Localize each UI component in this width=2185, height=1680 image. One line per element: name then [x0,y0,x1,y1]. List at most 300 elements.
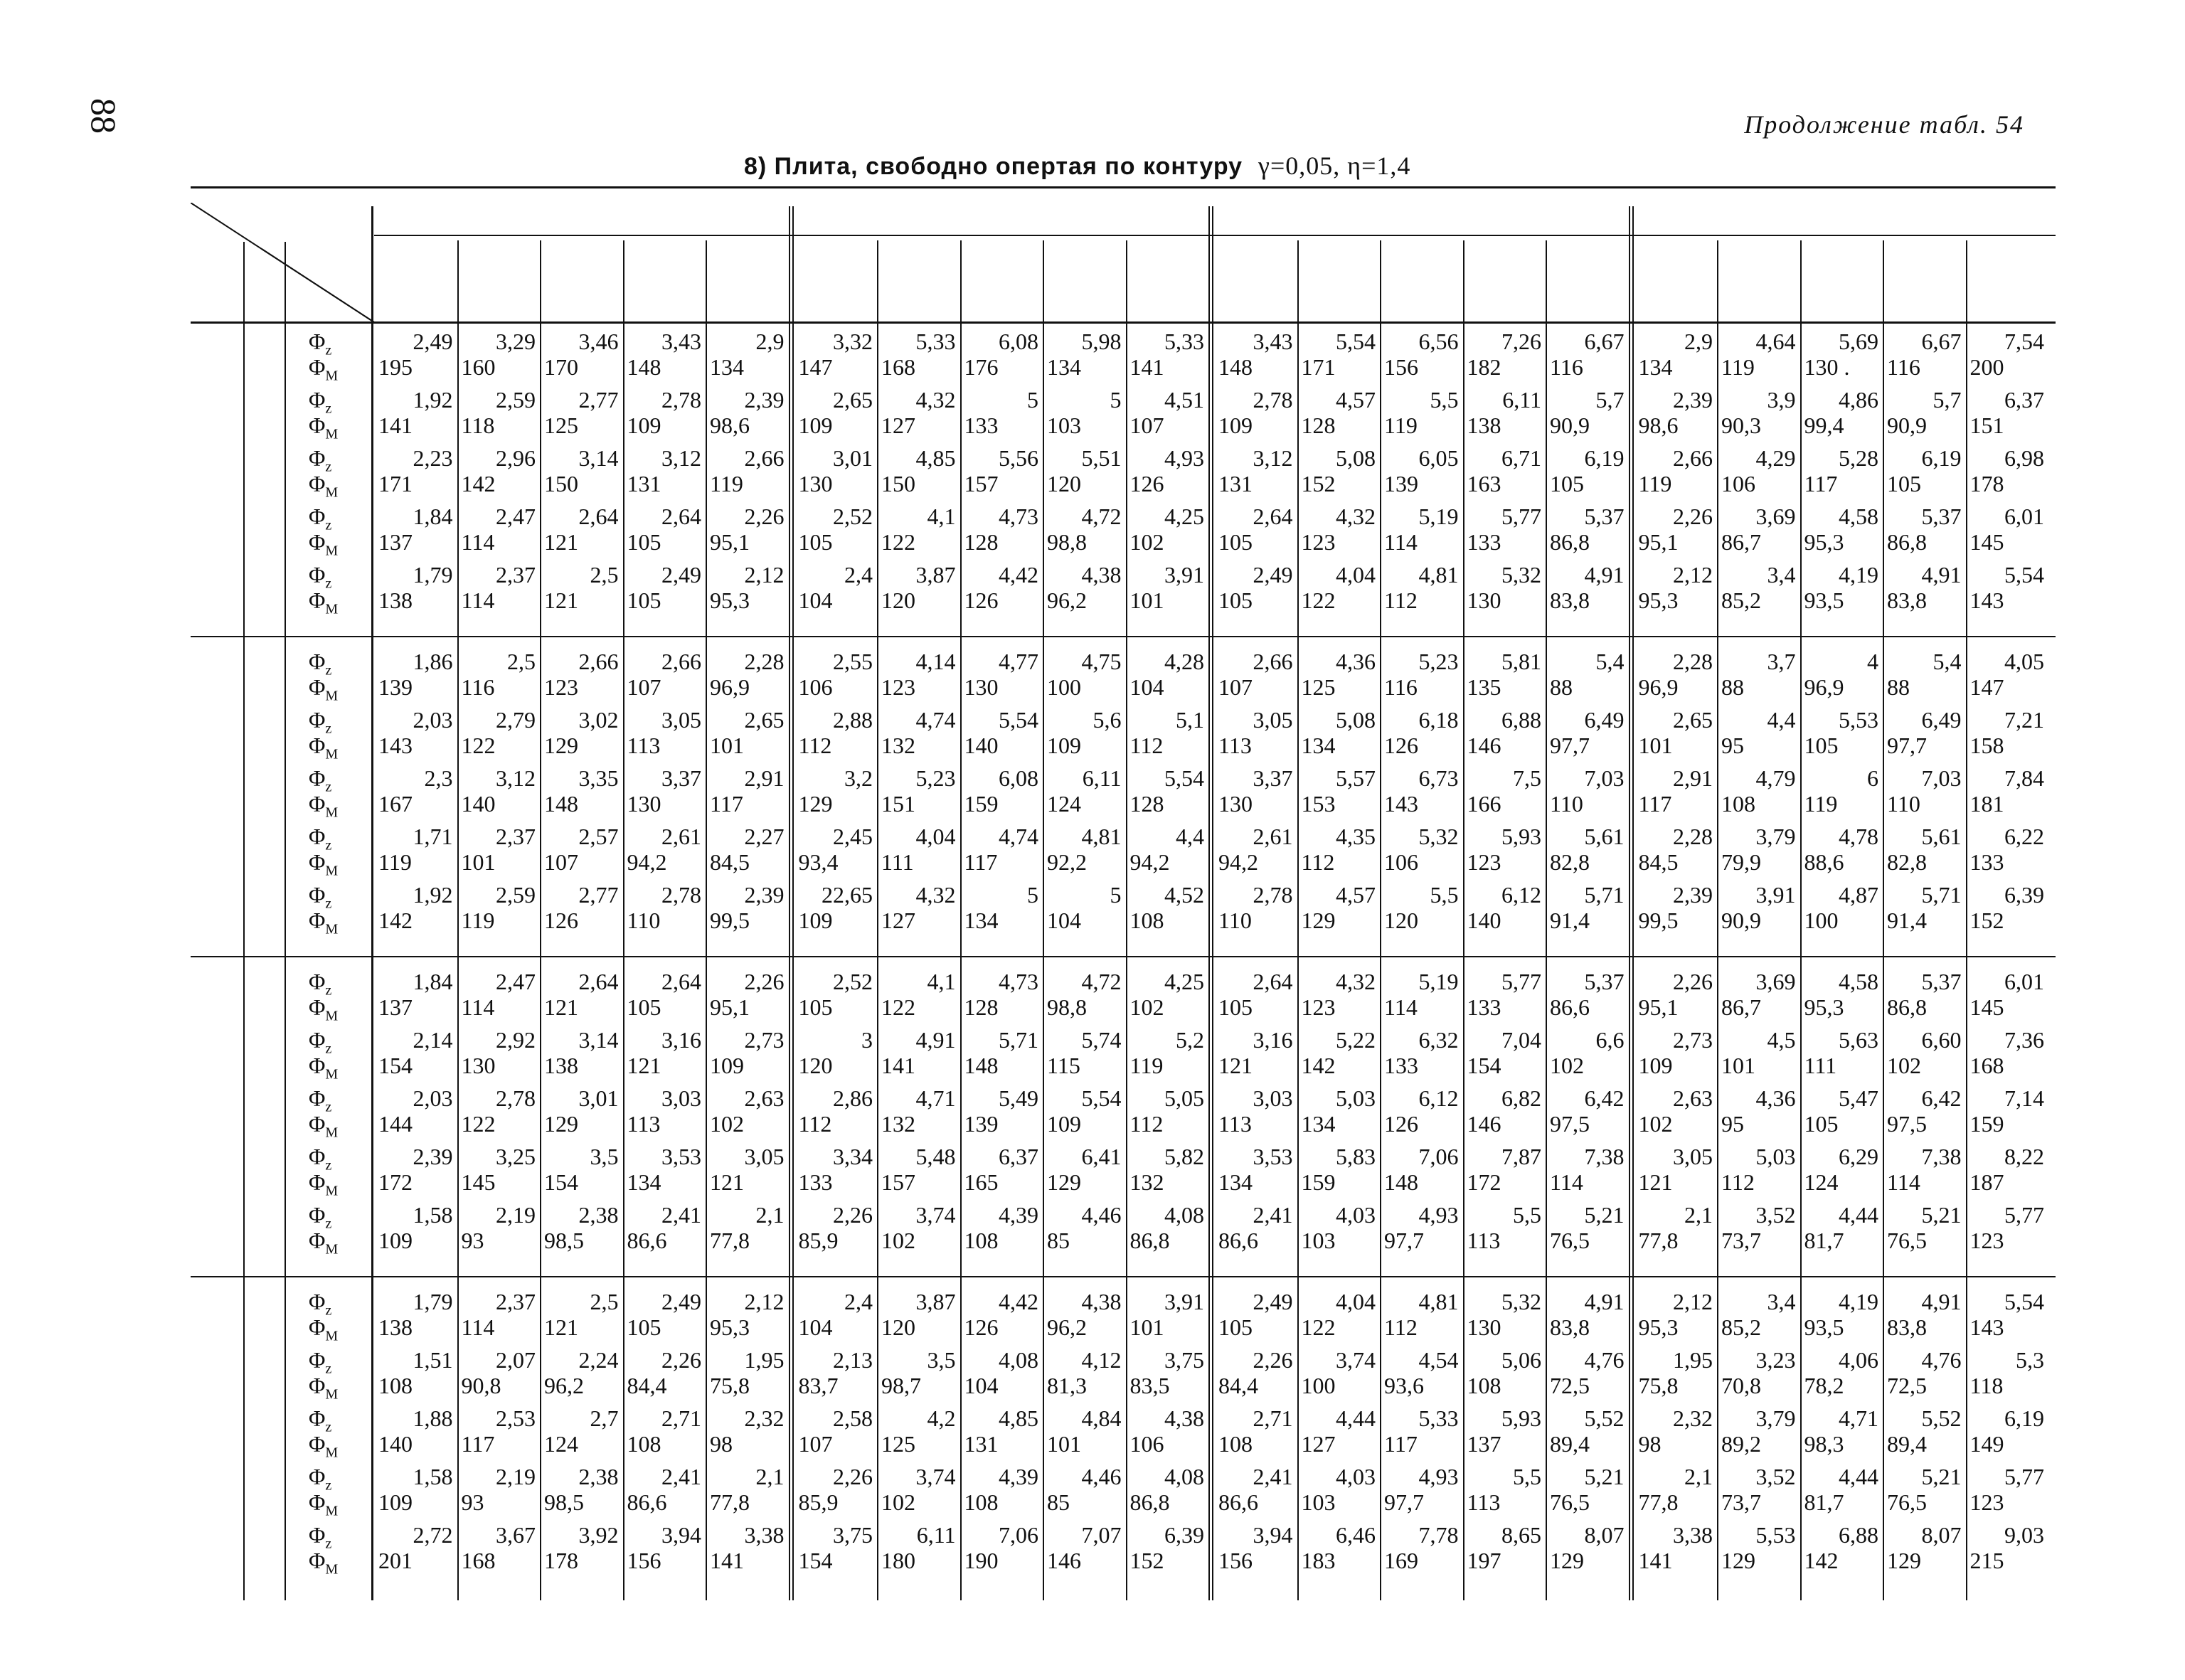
phi-z-value: 7,87 [1501,1144,1541,1169]
phi-z-value: 2,37 [496,562,536,588]
phi-m-value: 118 [1969,1373,2004,1398]
phi-m-value: 149 [1969,1431,2004,1457]
phi-z-value: 6,60 [1921,1027,1962,1053]
phi-m-value: 134 [964,908,999,933]
phi-z-value: 2,12 [744,562,785,588]
phi-m-value: 99,5 [1638,908,1679,933]
phi-z-value: 3,34 [833,1144,873,1169]
phi-m-value: 70,8 [1721,1373,1761,1398]
phi-z-value: 4,05 [2004,649,2044,674]
table-cell [1126,1144,1209,1195]
phi-m-value: 143 [378,733,413,758]
phi-z-value: 5,51 [1081,445,1122,471]
phi-m-value: 171 [378,471,413,496]
phi-z-label: $\Phi_z$ [309,882,332,912]
phi-m-value: 123 [881,674,915,700]
phi-m-value: 126 [1384,733,1418,758]
phi-z-value: 3,67 [496,1522,536,1548]
phi-z-value: 4,91 [1584,562,1625,588]
phi-m-value: 95,1 [1638,994,1679,1020]
phi-z-value: 4 [1867,649,1878,674]
phi-m-value: 128 [964,994,999,1020]
phi-m-value: 159 [964,791,999,817]
phi-m-value: 130 . [1804,354,1850,380]
phi-m-value: 137 [378,529,413,555]
phi-m-value: 122 [1301,588,1336,613]
phi-m-value: 93,4 [798,849,839,875]
phi-m-value: 114 [461,1314,495,1340]
phi-z-value: 3,01 [578,1085,619,1111]
table-cell [960,1405,1043,1457]
phi-z-value: 1,71 [413,824,453,849]
table-title [744,151,1410,181]
phi-m-value: 182 [1467,354,1501,380]
phi-z-value: 5,08 [1336,707,1376,733]
phi-z-value: 7,5 [1513,765,1541,791]
phi-z-value: 2,5 [590,1289,619,1314]
table-cell [374,445,457,496]
phi-m-value: 98 [710,1431,733,1457]
table-cell [1717,1522,1800,1573]
phi-z-value: 2,65 [833,387,873,413]
table-cell [794,1464,878,1515]
phi-z-value: 2,12 [1673,1289,1713,1314]
table-cell [623,329,706,380]
table-cell [1043,1144,1126,1195]
phi-m-value: 137 [1467,1431,1501,1457]
table-cell [540,387,623,438]
phi-z-value: 3,37 [661,765,701,791]
table-cell [1463,1202,1546,1253]
phi-m-value: 117 [1384,1431,1418,1457]
table-cell [1800,824,1883,875]
table-cell [1043,649,1126,700]
phi-m-value: 124 [1804,1169,1839,1195]
title-text: 8) Плита, свободно опертая по контуру [744,153,1243,180]
phi-z-value: 5,98 [1081,329,1122,354]
table-cell [794,504,878,555]
phi-z-value: 6,01 [2004,969,2044,994]
phi-m-value: 97,7 [1384,1489,1424,1515]
table-cell [1214,1289,1297,1340]
phi-m-value: 105 [1218,994,1253,1020]
table-cell [1297,1202,1381,1253]
phi-z-value: 5,57 [1336,765,1376,791]
phi-m-value: 109 [710,1053,744,1078]
phi-z-value: 7,06 [1418,1144,1459,1169]
table-cell [877,1202,960,1253]
phi-z-value: 2,39 [413,1144,453,1169]
phi-z-value: 5,5 [1513,1464,1541,1489]
table-cell [960,1202,1043,1253]
group-separator [191,1276,2056,1277]
phi-m-value: 88 [1550,674,1573,700]
table-cell [457,1027,541,1078]
table-cell [1380,1289,1463,1340]
table-cell [623,882,706,933]
phi-m-value: 125 [1301,674,1336,700]
phi-z-value: 2,41 [1253,1202,1293,1228]
phi-m-value: 91,4 [1887,908,1927,933]
phi-z-value: 4,38 [1081,562,1122,588]
phi-z-value: 3,23 [1755,1347,1796,1373]
table-cell [877,445,960,496]
phi-z-value: 4,1 [927,504,956,529]
phi-z-value: 3,02 [578,707,619,733]
phi-m-value: 140 [1467,908,1501,933]
phi-z-value: 1,92 [413,387,453,413]
phi-m-value: 83,8 [1887,1314,1927,1340]
phi-z-value: 5,93 [1501,1405,1541,1431]
table-cell [1043,1464,1126,1515]
phi-m-value: 85,9 [798,1489,839,1515]
phi-m-value: 123 [1467,849,1501,875]
phi-z-label: $\Phi_z$ [309,1464,332,1494]
phi-m-value: 113 [1218,733,1252,758]
table-cell [706,969,789,1020]
phi-m-value: 114 [1887,1169,1920,1195]
phi-z-value: 2,66 [744,445,785,471]
phi-z-value: 4,32 [1336,969,1376,994]
phi-z-value: 2,64 [1253,504,1293,529]
phi-m-value: 84,4 [1218,1373,1258,1398]
phi-m-value: 96,2 [544,1373,584,1398]
table-cell [706,765,789,817]
table-cell [1214,562,1297,613]
phi-m-value: 126 [544,908,578,933]
phi-z-value: 5,69 [1839,329,1878,354]
phi-m-value: 119 [461,908,495,933]
phi-m-value: 129 [544,1111,578,1137]
phi-z-value: 2,19 [496,1464,536,1489]
phi-z-value: 5,54 [1081,1085,1122,1111]
phi-z-value: 6,88 [1501,707,1541,733]
table-cell [1634,504,1718,555]
phi-z-value: 2,9 [755,329,785,354]
phi-m-value: 159 [1301,1169,1336,1195]
phi-z-value: 4,03 [1336,1464,1376,1489]
table-cell [1800,765,1883,817]
phi-m-value: 105 [627,588,661,613]
phi-z-value: 5,7 [1595,387,1625,413]
phi-z-value: 7,54 [2004,329,2044,354]
phi-m-value: 133 [964,413,999,438]
phi-m-value: 132 [1129,1169,1164,1195]
phi-z-value: 5,54 [1164,765,1204,791]
phi-z-value: 7,14 [2004,1085,2044,1111]
phi-z-value: 5,61 [1921,824,1962,849]
table-cell [374,1144,457,1195]
phi-z-value: 6,98 [2004,445,2044,471]
phi-z-label: $\Phi_z$ [309,562,332,592]
table-cell [1463,1144,1546,1195]
table-cell [1380,649,1463,700]
table-cell [1883,1144,1966,1195]
phi-z-value: 5,37 [1921,969,1962,994]
phi-z-value: 2,72 [413,1522,453,1548]
phi-m-value: 89,4 [1887,1431,1927,1457]
phi-m-value: 84,5 [1638,849,1679,875]
phi-m-value: 152 [1969,908,2004,933]
phi-m-value: 108 [1218,1431,1253,1457]
phi-m-value: 134 [710,354,744,380]
table-cell [1380,1464,1463,1515]
table-cell [1717,1144,1800,1195]
phi-z-value: 2,66 [1253,649,1293,674]
phi-m-value: 134 [1218,1169,1253,1195]
phi-z-value: 2,73 [744,1027,785,1053]
phi-z-value: 2,26 [1253,1347,1293,1373]
phi-z-value: 4,08 [1164,1202,1204,1228]
table-cell [1800,562,1883,613]
table-cell [1966,329,2049,380]
table-cell [1214,1085,1297,1137]
phi-m-value: 97,7 [1887,733,1927,758]
phi-z-value: 4,44 [1839,1464,1878,1489]
phi-z-value: 9,03 [2004,1522,2044,1548]
table-cell [623,1027,706,1078]
table-cell [1297,1085,1381,1137]
table-cell [1546,1405,1629,1457]
phi-z-value: 3,29 [496,329,536,354]
table-cell [623,1347,706,1398]
phi-m-value: 114 [461,994,495,1020]
phi-m-value: 141 [1129,354,1164,380]
phi-z-value: 3,74 [915,1464,956,1489]
table-cell [1380,329,1463,380]
table-cell [1634,1085,1718,1137]
phi-z-value: 5,1 [1176,707,1204,733]
phi-z-value: 4,38 [1081,1289,1122,1314]
phi-z-value: 7,36 [2004,1027,2044,1053]
phi-z-value: 1,92 [413,882,453,908]
phi-m-label: $\Phi_M$ [309,1169,339,1199]
phi-z-value: 3,52 [1755,1202,1796,1228]
table-cell [457,1202,541,1253]
table-cell [1800,329,1883,380]
phi-m-value: 105 [1550,471,1584,496]
phi-m-value: 152 [1129,1548,1164,1573]
table-cell [1126,1202,1209,1253]
phi-m-value: 114 [461,588,495,613]
table-cell [1634,824,1718,875]
phi-z-value: 2,79 [496,707,536,733]
phi-z-value: 3,52 [1755,1464,1796,1489]
phi-z-value: 4,25 [1164,504,1204,529]
table-cell [457,969,541,1020]
table-cell [1717,707,1800,758]
phi-m-value: 112 [1721,1169,1755,1195]
phi-z-value: 6,6 [1595,1027,1625,1053]
phi-z-value: 2,37 [496,1289,536,1314]
phi-z-value: 1,79 [413,562,453,588]
phi-z-value: 5,19 [1418,969,1459,994]
table-cell [374,1405,457,1457]
table-cell [1214,765,1297,817]
phi-m-value: 90,9 [1887,413,1927,438]
table-cell [1634,882,1718,933]
phi-z-value: 2,78 [496,1085,536,1111]
phi-m-value: 105 [627,1314,661,1340]
phi-m-label: $\Phi_M$ [309,791,339,821]
phi-z-value: 6,22 [2004,824,2044,849]
table-cell [1800,1464,1883,1515]
phi-z-value: 4,29 [1755,445,1796,471]
phi-z-value: 4,42 [999,562,1038,588]
phi-z-value: 2,1 [755,1202,785,1228]
page-number: 88 [84,98,124,134]
phi-m-value: 141 [881,1053,915,1078]
table-cell [1717,765,1800,817]
phi-m-value: 105 [1804,733,1839,758]
phi-z-value: 2,13 [833,1347,873,1373]
phi-m-value: 129 [1887,1548,1921,1573]
phi-m-value: 83,8 [1550,1314,1590,1340]
table-cell [1380,707,1463,758]
phi-z-value: 2,64 [578,969,619,994]
phi-m-value: 102 [1638,1111,1673,1137]
table-cell [1800,882,1883,933]
phi-z-value: 2,1 [755,1464,785,1489]
phi-m-value: 94,2 [627,849,667,875]
header-bottom-rule [191,321,2056,324]
table-cell [1297,445,1381,496]
table-cell [1126,649,1209,700]
phi-z-value: 4,74 [915,707,956,733]
phi-m-value: 183 [1301,1548,1336,1573]
phi-m-value: 84,5 [710,849,750,875]
table-cell [706,1144,789,1195]
phi-m-value: 93 [461,1228,484,1253]
table-cell [706,1202,789,1253]
table-cell [374,1085,457,1137]
phi-m-label: $\Phi_M$ [309,1373,339,1403]
phi-z-value: 4,46 [1081,1464,1122,1489]
table-cell [794,1027,878,1078]
phi-z-value: 4,77 [999,649,1038,674]
phi-m-value: 84,4 [627,1373,667,1398]
phi-m-value: 135 [1467,674,1501,700]
block-double-rule [1629,206,1630,1600]
phi-m-value: 101 [1129,588,1164,613]
phi-m-value: 157 [881,1169,915,1195]
table-cell [877,504,960,555]
phi-m-value: 121 [544,529,578,555]
table-cell [1126,1085,1209,1137]
table-cell [540,1347,623,1398]
phi-z-value: 2,1 [1684,1202,1713,1228]
phi-m-value: 85,2 [1721,588,1761,613]
table-cell [1043,562,1126,613]
phi-m-value: 112 [1384,588,1418,613]
phi-z-value: 5,83 [1336,1144,1376,1169]
table-cell [794,882,878,933]
table-cell [1214,1027,1297,1078]
phi-m-value: 95,3 [1638,1314,1679,1340]
phi-m-value: 157 [964,471,999,496]
phi-z-value: 2,47 [496,969,536,994]
table-cell [1634,1144,1718,1195]
phi-m-value: 109 [378,1489,413,1515]
table-cell [1634,649,1718,700]
phi-m-value: 96,9 [710,674,750,700]
phi-z-value: 2,45 [833,824,873,849]
phi-m-value: 119 [710,471,743,496]
table-cell [1463,1405,1546,1457]
phi-z-value: 4,32 [915,387,956,413]
table-cell [1126,445,1209,496]
table-cell [374,504,457,555]
table-cell [794,387,878,438]
phi-z-value: 2,26 [1673,969,1713,994]
phi-m-value: 94,2 [1129,849,1170,875]
table-cell [374,765,457,817]
phi-z-label: $\Phi_z$ [309,707,332,737]
phi-m-label: $\Phi_M$ [309,674,339,704]
phi-z-value: 3,43 [661,329,701,354]
phi-m-label: $\Phi_M$ [309,1548,339,1578]
phi-m-value: 108 [964,1489,999,1515]
phi-m-value: 95 [1721,733,1744,758]
phi-z-value: 6,11 [1082,765,1122,791]
phi-z-label: $\Phi_z$ [309,1347,332,1377]
table-cell [877,882,960,933]
phi-z-value: 4,03 [1336,1202,1376,1228]
phi-m-value: 104 [798,1314,833,1340]
phi-m-value: 110 [1550,791,1583,817]
phi-m-value: 85 [1047,1228,1070,1253]
table-cell [1214,1405,1297,1457]
phi-z-value: 4,32 [915,882,956,908]
phi-z-value: 4,84 [1081,1405,1122,1431]
phi-m-value: 215 [1969,1548,2004,1573]
phi-m-value: 144 [378,1111,413,1137]
phi-m-value: 147 [798,354,833,380]
table-cell [794,562,878,613]
table-cell [1966,445,2049,496]
phi-m-value: 148 [964,1053,999,1078]
table-cell [1634,562,1718,613]
table-cell [877,649,960,700]
phi-m-value: 112 [1384,1314,1418,1340]
phi-z-value: 4,52 [1164,882,1204,908]
phi-z-value: 6,29 [1839,1144,1878,1169]
phi-z-value: 3,74 [1336,1347,1376,1373]
phi-m-value: 138 [378,588,413,613]
phi-m-value: 197 [1467,1548,1501,1573]
phi-z-value: 4,72 [1081,969,1122,994]
table-cell [1883,1289,1966,1340]
table-cell [1546,1464,1629,1515]
phi-m-value: 90,8 [461,1373,501,1398]
phi-z-value: 5 [1110,882,1122,908]
phi-z-value: 6,41 [1081,1144,1122,1169]
phi-m-value: 86,7 [1721,994,1761,1020]
phi-m-value: 105 [627,994,661,1020]
phi-m-value: 142 [378,908,413,933]
table-cell [1380,1347,1463,1398]
phi-z-value: 7,38 [1584,1144,1625,1169]
table-cell [1966,1027,2049,1078]
phi-m-label: $\Phi_M$ [309,1053,339,1083]
table-cell [1883,562,1966,613]
table-cell [877,969,960,1020]
table-cell [623,765,706,817]
phi-z-value: 2,41 [661,1202,701,1228]
table-cell [1546,649,1629,700]
phi-z-value: 1,84 [413,504,453,529]
table-cell [960,1347,1043,1398]
